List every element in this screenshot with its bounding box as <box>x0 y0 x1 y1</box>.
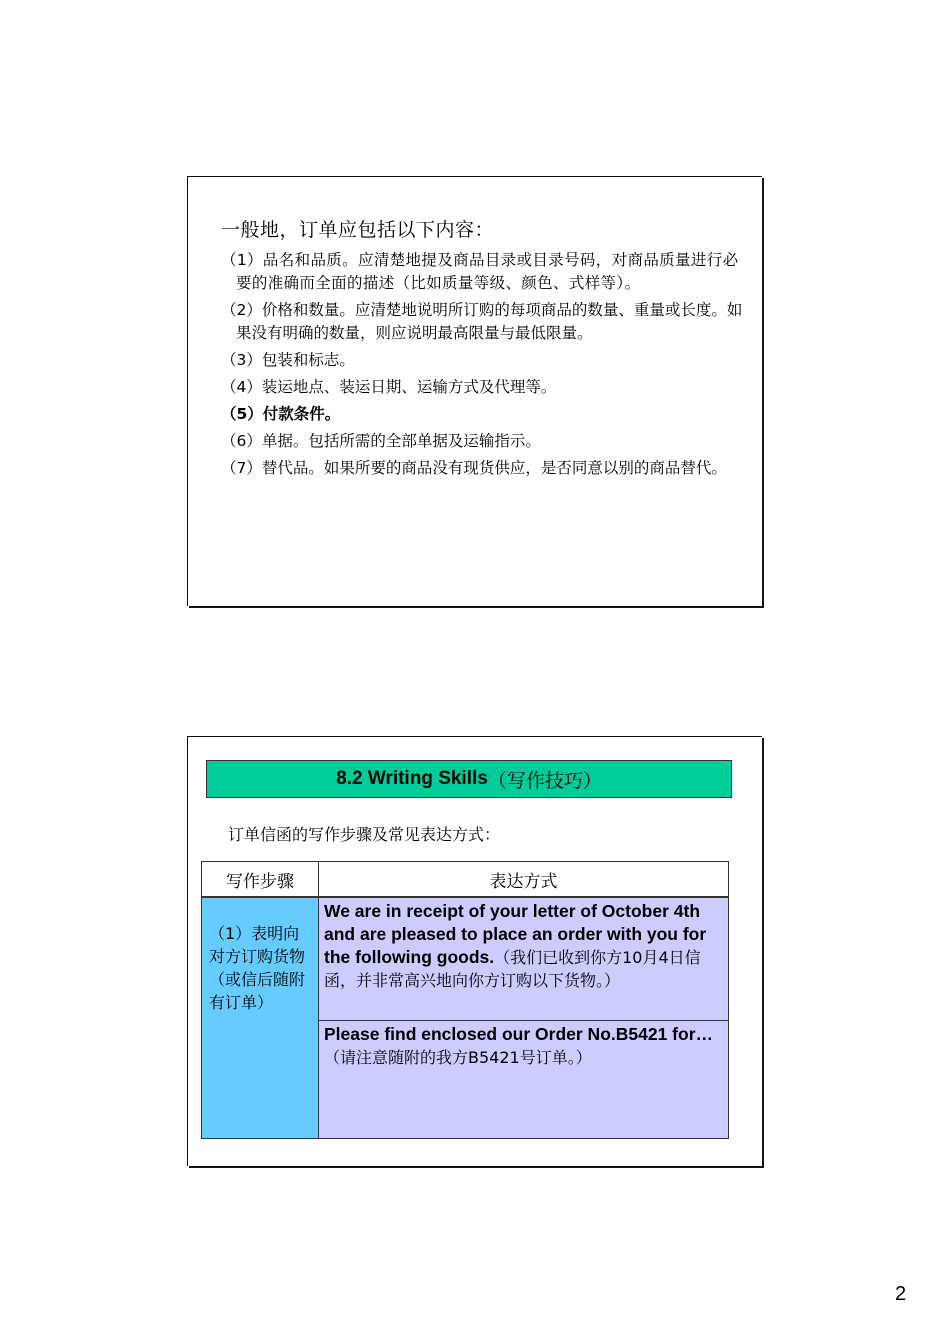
list-item: （2）价格和数量。应清楚地说明所订购的每项商品的数量、重量或长度。如果没有明确的数量，则应说明最高限量与最低限量。 <box>221 301 743 342</box>
expression-en: We are in receipt of your letter of October 4th and are pleased to place an order with you for the following goods. <box>324 901 707 967</box>
list-item: （5）付款条件。 <box>221 405 341 423</box>
list-item: （1）品名和品质。应清楚地提及商品目录或目录号码，对商品质量进行必要的准确而全面的描述（比如质量等级、颜色、式样等）。 <box>221 251 739 292</box>
list-item: （6）单据。包括所需的全部单据及运输指示。 <box>221 432 541 450</box>
expression-cell <box>318 897 729 1021</box>
order-content-list <box>221 249 746 484</box>
expression-cn: （请注意随附的我方B5421号订单。） <box>324 1048 592 1067</box>
list-item: （3）包装和标志。 <box>221 351 355 369</box>
page-number: 2 <box>895 1283 907 1305</box>
expression-en: Please find enclosed our Order No.B5421 for… <box>324 1024 713 1044</box>
expression-cn: （我们已收到你方10月4日信函，并非常高兴地向你方订购以下货物。） <box>324 948 701 990</box>
slide-intro: 一般地，订单应包括以下内容： <box>221 219 495 241</box>
column-header-step: 写作步骤 <box>201 861 319 897</box>
column-header-expression: 表达方式 <box>318 861 729 897</box>
slide-subtitle: 订单信函的写作步骤及常见表达方式： <box>228 825 501 844</box>
list-item: （4）装运地点、装运日期、运输方式及代理等。 <box>221 378 557 396</box>
slide-order-contents <box>187 176 762 606</box>
slide-writing-skills <box>187 736 762 1166</box>
slide-title <box>206 760 732 798</box>
slide-title-cn: （写作技巧） <box>487 769 602 792</box>
slide-title-en: 8.2 Writing Skills <box>336 768 488 789</box>
expression-cell <box>318 1020 729 1139</box>
step-cell: （1）表明向对方订购货物（或信后随附有订单） <box>201 897 319 1139</box>
list-item: （7）替代品。如果所要的商品没有现货供应，是否同意以别的商品替代。 <box>221 459 727 477</box>
